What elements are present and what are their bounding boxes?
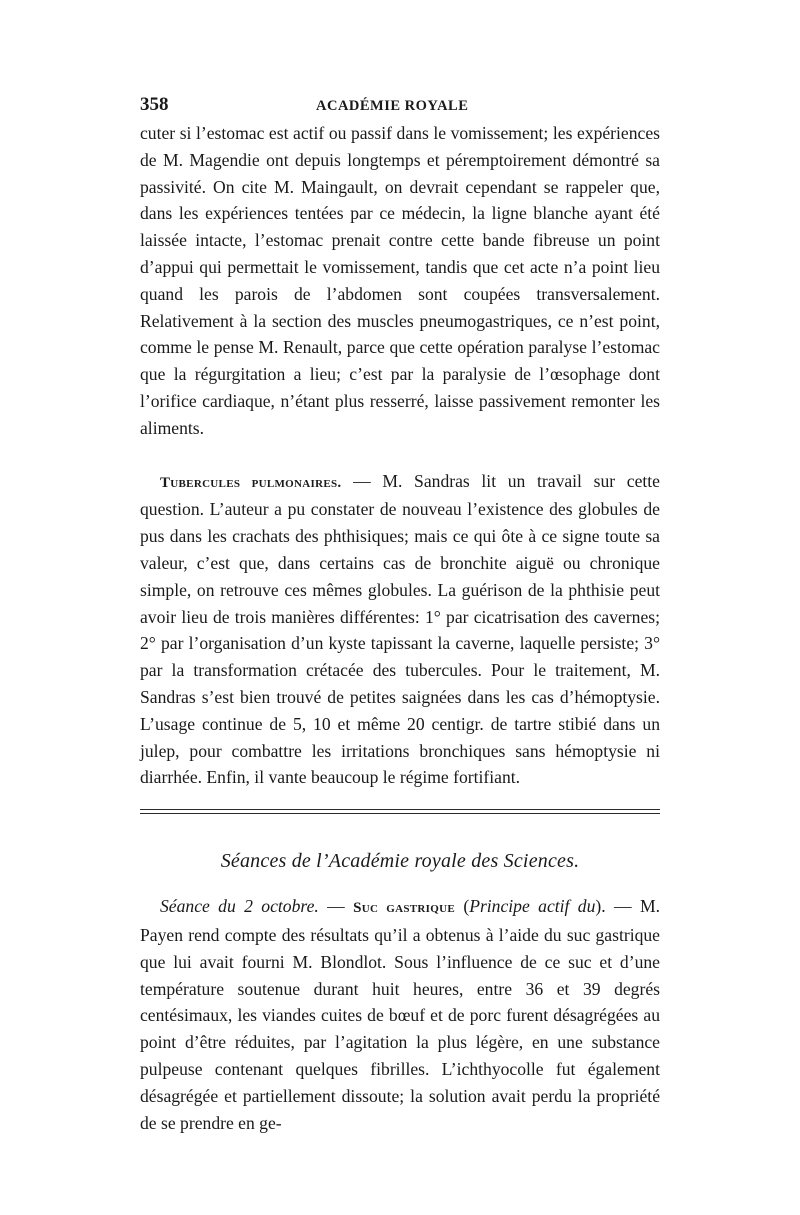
paragraph-vomissement: cuter si l’estomac est actif ou passif dans le vomissement; les expériences de M. Magendie ont depuis longtemps et péremptoirement démontré sa passivité. On cite M. Maingault, on devrait cependant se rappeler que, dans les expériences tentées par ce médecin, la ligne blanche ayant été laissée intacte, l’estomac prenait contre cette bande fibreuse un point d’appui qui permettait le vomissement, tandis que cet acte n’a point lieu quand les parois de l’abdomen sont coupées transversalement. Relativement à la section des muscles pneumogastriques, ce n’est point, comme le pense M. Renault, parce que cette opération paralyse l’estomac que la régurgitation a lieu; c’est par la paralysie de l’œsophage dont l’orifice cardiaque, n’étant plus resserré, laisse passivement remonter les aliments. bbox=[140, 123, 660, 438]
seance-topic-close: ). — bbox=[595, 896, 640, 917]
separator-rule-bottom bbox=[140, 813, 660, 814]
separator-rule-top bbox=[140, 809, 660, 810]
seance-date: Séance du 2 octobre. bbox=[160, 896, 319, 917]
seance-dash: — bbox=[318, 896, 354, 917]
seance-topic-open: ( bbox=[454, 896, 470, 917]
running-head bbox=[140, 92, 660, 122]
tubercules-heading: Tubercules pulmonaires. bbox=[160, 474, 342, 491]
paragraph-tubercules bbox=[140, 468, 660, 792]
seance-heading: Suc gastrique bbox=[353, 900, 455, 917]
section-gap bbox=[140, 442, 660, 468]
section-separator bbox=[140, 809, 660, 814]
seance-body: M. Payen rend compte des résultats qu’il a obtenus à l’aide du suc gastrique que lui avait fourni M. Blondlot. Sous l’influence de ce suc et d’une température soutenue durant huit heures, entre 36 et 39 degrés centésimaux, les viandes cuites de bœuf et de porc furent désagrégées au point d’être réduites, par l’agitation la plus légère, en une substance pulpeuse contenant quelques fibrilles. L’ichthyocolle fut également désagrégée et partiellement dissoute; la solution avait perdu la propriété de se prendre en ge- bbox=[140, 896, 660, 1133]
tubercules-body: — M. Sandras lit un travail sur cette question. L’auteur a pu constater de nouveau l’existence des globules de pus dans les crachats des phthisiques; mais ce qui ôte à ce signe toute sa valeur, c’est que, dans certains cas de bronchite aiguë ou chronique simple, on retrouve ces mêmes globules. La guérison de la phthisie peut avoir lieu de trois manières différentes: 1° par cicatrisation des cavernes; 2° par l’organisation d’un kyste tapissant la caverne, laquelle persiste; 3° par la transformation crétacée des tubercules. Pour le traitement, M. Sandras s’est bien trouvé de petites saignées dans les cas d’hémoptysie. L’usage continue de 5, 10 et même 20 centigr. de tartre stibié dans un julep, pour combattre les irritations bronchiques sans hémoptysie ni diarrhée. Enfin, il vante beaucoup le régime fortifiant. bbox=[140, 470, 660, 788]
paragraph-seance bbox=[140, 893, 660, 1136]
journal-title: ACADÉMIE ROYALE bbox=[316, 98, 469, 114]
book-page bbox=[140, 92, 660, 1136]
page-number: 358 bbox=[140, 94, 169, 115]
seance-topic: Principe actif du bbox=[469, 896, 596, 917]
section-title: Séances de l’Académie royale des Sciences. bbox=[220, 850, 580, 873]
title-gap bbox=[140, 873, 660, 893]
